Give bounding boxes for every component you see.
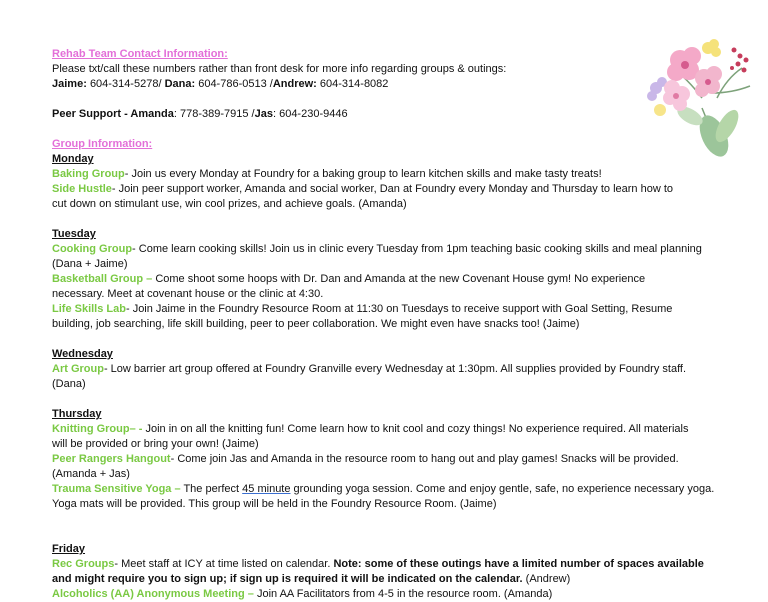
art-group-entry: Art Group- Low barrier art group offered at Foundry Granville every Wednesday at 1:30pm. All supplies provided by Foundry staff. — [52, 363, 687, 375]
rec-groups-entry: Rec Groups- Meet staff at ICY at time listed on calendar. Note: some of these outings have a limited number of spaces available — [52, 558, 704, 570]
group-section-title: Group Information: — [52, 138, 153, 150]
contact-intro: Please txt/call these numbers rather than front desk for more info regarding groups & outings: — [52, 63, 507, 75]
side-hustle-entry-cont: cut down on stimulant use, win cool prizes, and achieve goals. (Amanda) — [52, 198, 407, 210]
day-heading-tuesday: Tuesday — [52, 228, 96, 240]
aa-meeting-entry: Alcoholics (AA) Anonymous Meeting – Join AA Facilitators from 4-5 in the resource room. (Amanda) — [52, 588, 553, 600]
cooking-group-entry: Cooking Group- Come learn cooking skills! Join us in clinic every Tuesday from 1pm teaching basic cooking skills and meal planning — [52, 243, 702, 255]
cooking-group-entry-cont: (Dana + Jaime) — [52, 258, 128, 270]
day-heading-friday: Friday — [52, 543, 86, 555]
yoga-entry: Trauma Sensitive Yoga – The perfect 45 minute grounding yoga session. Come and enjoy gentle, safe, no experience necessary yoga. — [52, 483, 715, 495]
baking-group-entry: Baking Group- Join us every Monday at Foundry for a baking group to learn kitchen skills and make tasty treats! — [52, 168, 602, 180]
basketball-group-entry: Basketball Group – Come shoot some hoops with Dr. Dan and Amanda at the new Covenant House gym! No experience — [52, 273, 646, 285]
peer-support-line: Peer Support - Amanda: 778-389-7915 /Jas: 604-230-9446 — [52, 108, 348, 120]
yoga-entry-cont: Yoga mats will be provided. This group will be held in the Foundry Resource Room. (Jaime) — [52, 498, 497, 510]
life-skills-entry-cont: building, job searching, life skill building, peer to peer collaboration. We might even have snacks too! (Jaime) — [52, 318, 580, 330]
side-hustle-entry: Side Hustle- Join peer support worker, Amanda and social worker, Dan at Foundry every Monday and Thursday to learn how to — [52, 183, 674, 195]
knitting-group-entry-cont: will be provided or bring your own! (Jaime) — [52, 438, 259, 450]
life-skills-entry: Life Skills Lab- Join Jaime in the Foundry Resource Room at 11:30 on Tuesdays to receive support with Goal Setting, Resume — [52, 303, 673, 315]
contact-section-title: Rehab Team Contact Information: — [52, 48, 228, 60]
day-heading-wednesday: Wednesday — [52, 348, 113, 360]
peer-rangers-entry-cont: (Amanda + Jas) — [52, 468, 130, 480]
art-group-entry-cont: (Dana) — [52, 378, 86, 390]
day-heading-thursday: Thursday — [52, 408, 102, 420]
knitting-group-entry: Knitting Group– - Join in on all the knitting fun! Come learn how to knit cool and cozy things! No experience required. All materials — [52, 423, 689, 435]
day-heading-monday: Monday — [52, 153, 94, 165]
peer-rangers-entry: Peer Rangers Hangout- Come join Jas and Amanda in the resource room to hang out and play games! Snacks will be provided. — [52, 453, 679, 465]
rec-groups-entry-cont: and might require you to sign up; if sign up is required it will be indicated on the calendar. (Andrew) — [52, 573, 571, 585]
basketball-group-entry-cont: necessary. Meet at covenant house or the clinic at 4:30. — [52, 288, 324, 300]
staff-contact-line: Jaime: 604-314-5278/ Dana: 604-786-0513 /Andrew: 604-314-8082 — [52, 78, 389, 90]
document-body — [52, 47, 732, 602]
